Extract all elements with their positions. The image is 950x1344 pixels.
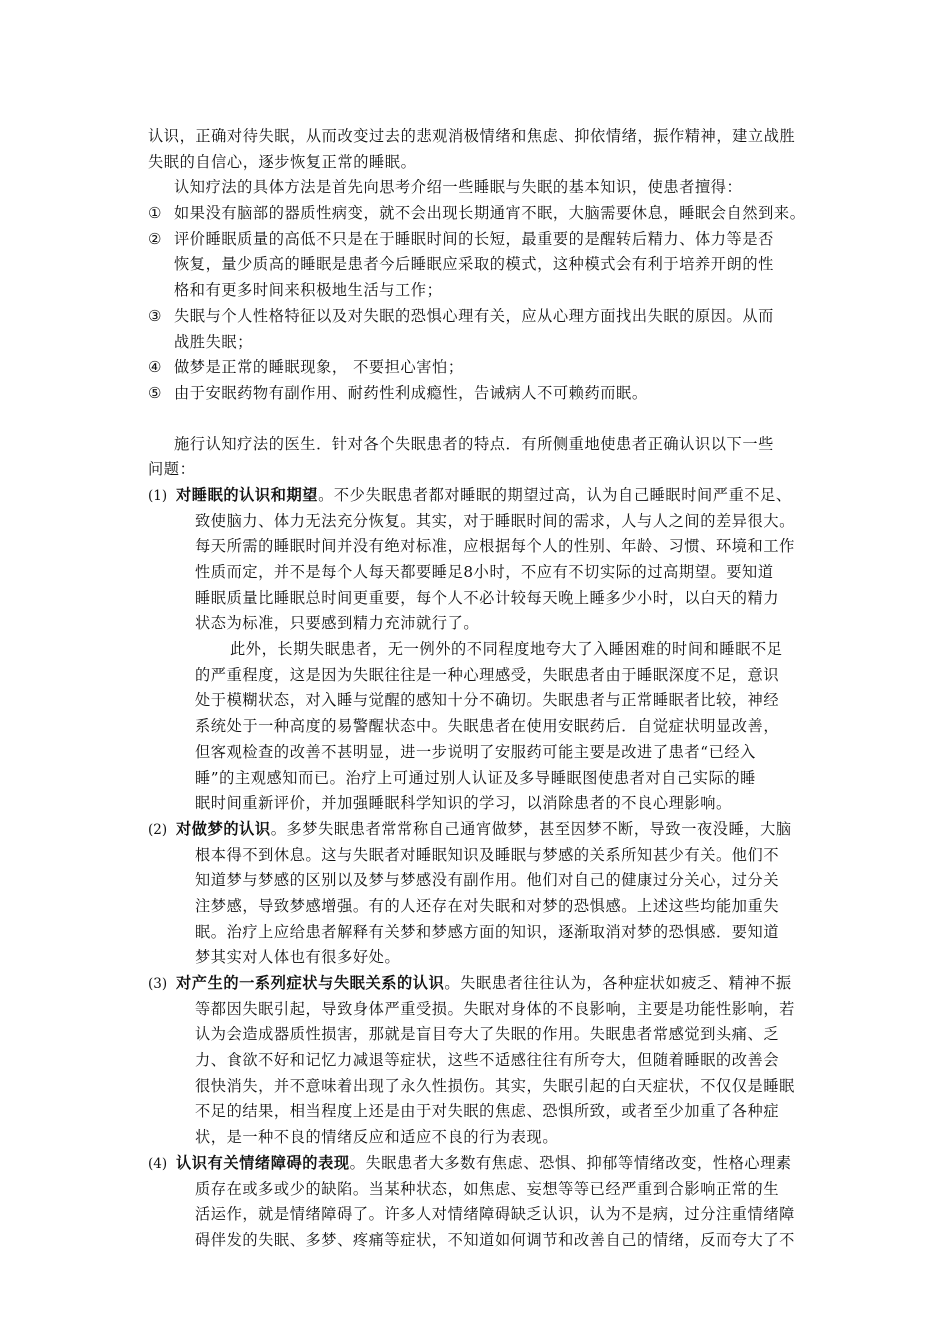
problem-text: 注梦感，导致梦感增强。有的人还存在对失眠和对梦的恐惧感。上述这些均能加重失 xyxy=(195,896,780,915)
intro-line: 失眠的自信心，逐步恢复正常的睡眠。 xyxy=(148,152,417,171)
point-item xyxy=(148,304,812,330)
doctor-intro: 问题： xyxy=(148,460,196,479)
point-item xyxy=(148,227,812,253)
problem-title: 对睡眠的认识和期望 xyxy=(176,485,319,504)
problem-text: 眠时间重新评价，并加强睡眠科学知识的学习，以消除患者的不良心理影响。 xyxy=(195,794,732,813)
problem-text: 不足的结果，相当程度上还是由于对失眠的焦虑、恐惧所致，或者至少加重了各种症 xyxy=(195,1102,780,1121)
problem-text: 梦其实对人体也有很多好处。 xyxy=(195,948,401,967)
problem-text: 处于模糊状态，对入睡与觉醒的感知十分不确切。失眠患者与正常睡眠者比较，神经 xyxy=(195,691,780,710)
problem-text: 。失眠患者往往认为，各种症状如疲乏、精神不振 xyxy=(444,974,792,992)
problem-number: (1) xyxy=(148,487,168,504)
intro-line: 认识，正确对待失眠，从而改变过去的悲观消极情绪和焦虑、抑依情绪，振作精神，建立战胜 xyxy=(148,127,796,145)
problem-text: 状，是一种不良的情绪反应和适应不良的行为表现。 xyxy=(195,1128,559,1147)
problem-title: 认识有关情绪障碍的表现 xyxy=(176,1153,350,1172)
problem-text: 活运作，就是情绪障碍了。许多人对情绪障碍缺乏认识，认为不是病，过分注重情绪障 xyxy=(195,1205,795,1224)
point-number: ⑤ xyxy=(148,383,163,402)
point-number: ① xyxy=(148,204,163,223)
problem-number: (2) xyxy=(148,821,168,838)
problem-text: 很快消失，并不意味着出现了永久性损伤。其实，失眠引起的白天症状，不仅仅是睡眠 xyxy=(195,1076,795,1095)
paragraph-gap xyxy=(148,407,812,432)
problem-text: 碍伴发的失眠、多梦、疼痛等症状，不知道如何调节和改善自己的情绪，反而夸大了不 xyxy=(195,1230,795,1249)
problem-text: 眠。治疗上应给患者解释有关梦和梦感方面的知识，逐渐取消对梦的恐惧感．要知道 xyxy=(195,922,780,941)
problem-text: 致使脑力、体力无法充分恢复。其实，对于睡眠时间的需求，人与人之间的差异很大。 xyxy=(195,511,795,530)
problem-text: 性质而定，并不是每个人每天都要睡足8小时，不应有不切实际的过高期望。要知道 xyxy=(195,563,774,581)
problem-item xyxy=(148,817,812,843)
problem-item xyxy=(148,1151,812,1177)
problem-title: 对产生的一系列症状与失眠关系的认识 xyxy=(176,974,445,992)
point-text: 格和有更多时间来积极地生活与工作； xyxy=(174,281,443,300)
problem-text: 睡”的主观感知而已。治疗上可通过别人认证及多导睡眠图使患者对自己实际的睡 xyxy=(195,768,756,787)
problem-text: 根本得不到休息。这与失眠者对睡眠知识及睡眠与梦感的关系所知甚少有关。他们不 xyxy=(195,845,780,864)
problem-text: 认为会造成器质性损害，那就是盲目夸大了失眠的作用。失眠患者常感觉到头痛、乏 xyxy=(195,1025,780,1044)
problem-text: 质存在或多或少的缺陷。当某种状态，如焦虑、妄想等等已经严重到合影响正常的生 xyxy=(195,1179,780,1198)
point-text: 战胜失眠； xyxy=(174,332,253,351)
point-item xyxy=(148,381,812,407)
method-intro: 认知疗法的具体方法是首先向思考介绍一些睡眠与失眠的基本知识，使患者擅得： xyxy=(174,178,743,197)
problem-text: 。失眠患者大多数有焦虑、恐惧、抑郁等情绪改变，性格心理素 xyxy=(349,1153,792,1172)
problem-number: (4) xyxy=(148,1155,168,1172)
problem-text: 每天所需的睡眠时间并没有绝对标准，应根据每个人的性别、年龄、习惯、环境和工作 xyxy=(195,537,795,556)
problem-item xyxy=(148,483,812,509)
point-text: 由于安眠药物有副作用、耐药性利成瘾性，告诫病人不可赖药而眠。 xyxy=(174,383,648,402)
point-text: 恢复，量少质高的睡眠是患者今后睡眠应采取的模式，这种模式会有利于培养开朗的性 xyxy=(174,255,774,274)
problem-number: (3) xyxy=(148,976,168,992)
problem-text: 但客观检查的改善不甚明显，进一步说明了安服药可能主要是改进了患者“已经入 xyxy=(195,742,756,761)
problem-title: 对做梦的认识 xyxy=(176,819,271,838)
problem-text: 睡眠质量比睡眠总时间更重要，每个人不必计较每天晚上睡多少小时，以白天的精力 xyxy=(195,588,780,607)
problem-text: 系统处于一种高度的易警醒状态中。失眠患者在使用安眠药后．自觉症状明显改善， xyxy=(195,717,780,736)
problem-text: 状态为标准，只要感到精力充沛就行了。 xyxy=(195,614,480,633)
document-page xyxy=(148,124,812,1254)
point-text: 如果没有脑部的器质性病变，就不会出现长期通宵不眠，大脑需要休息，睡眠会自然到来。 xyxy=(174,204,806,223)
problem-text: 此外，长期失眠患者，无一例外的不同程度地夸大了入睡困难的时间和睡眠不足 xyxy=(230,640,783,659)
problem-text: 等都因失眠引起，导致身体严重受损。失眠对身体的不良影响，主要是功能性影响，若 xyxy=(195,999,795,1018)
point-number: ② xyxy=(148,229,163,248)
point-item xyxy=(148,355,812,381)
point-text: 评价睡眠质量的高低不只是在于睡眠时间的长短，最重要的是醒转后精力、体力等是否 xyxy=(174,229,774,248)
point-text: 做梦是正常的睡眠现象， 不要担心害怕； xyxy=(174,358,464,377)
point-number: ③ xyxy=(148,306,163,325)
problem-text: 的严重程度，这是因为失眠往往是一种心理感受，失眠患者由于睡眠深度不足，意识 xyxy=(195,665,780,684)
doctor-intro: 施行认知疗法的医生．针对各个失眠患者的特点．有所侧重地使患者正确认识以下一些 xyxy=(174,434,774,453)
point-item xyxy=(148,201,812,227)
problem-text: 。多梦失眠患者常常称自己通宵做梦，甚至因梦不断，导致一夜没睡，大脑 xyxy=(270,819,792,838)
problem-item xyxy=(148,971,812,997)
point-number: ④ xyxy=(148,358,163,377)
point-text: 失眠与个人性格特征以及对失眠的恐惧心理有关，应从心理方面找出失眠的原因。从而 xyxy=(174,306,774,325)
problem-text: 。不少失眠患者都对睡眠的期望过高，认为自己睡眠时间严重不足、 xyxy=(318,485,792,504)
problem-text: 知道梦与梦感的区别以及梦与梦感没有副作用。他们对自己的健康过分关心，过分关 xyxy=(195,871,780,890)
problem-text: 力、食欲不好和记忆力减退等症状，这些不适感往往有所夸大，但随着睡眠的改善会 xyxy=(195,1051,780,1070)
